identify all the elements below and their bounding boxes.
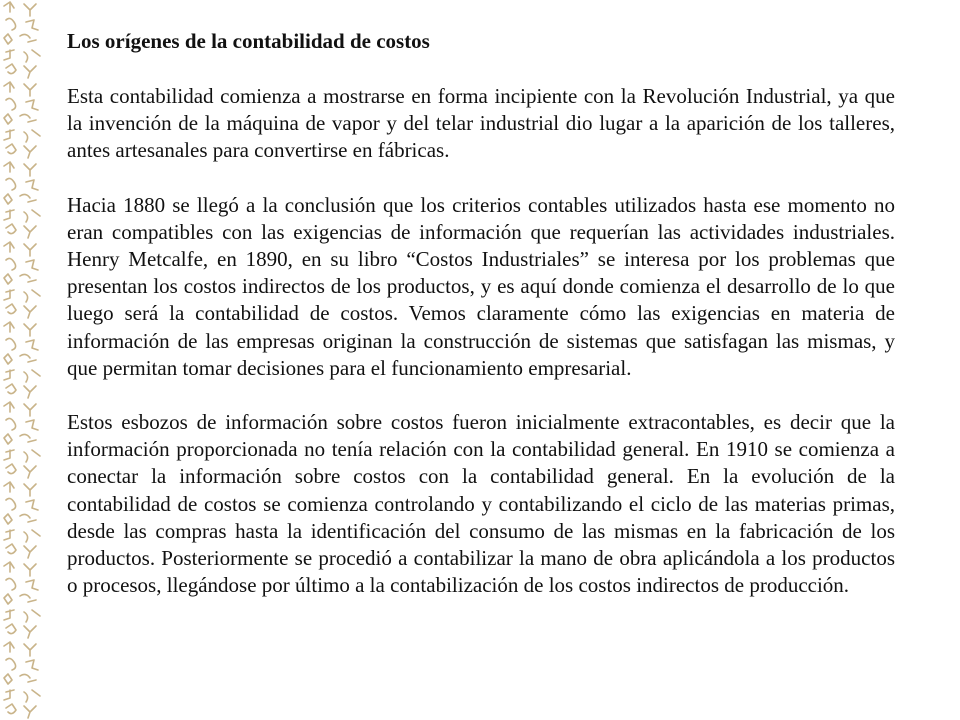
decorative-border bbox=[0, 0, 46, 720]
paragraph-esbozos-informacion: Estos esbozos de información sobre costos fueron inicialmente extracontables, es decir que la información proporcionada no tenía relación con la contabilidad general. En 1910 se comienza a conectar la información sobre costos con la contabilidad general. En la evolución de la contabilidad de costos se comienza controlando y contabilizando el ciclo de las materias primas, desde las compras hasta la identificación del consumo de las mismas en la fabricación de los productos. Posteriormente se procedió a contabilizar la mano de obra aplicándola a los productos o procesos, llegándose por último a la contabilización de los costos indirectos de producción. bbox=[67, 410, 895, 598]
paragraph-revolucion-industrial: Esta contabilidad comienza a mostrarse en forma incipiente con la Revolución Industrial, ya que la invención de la máquina de vapor y del telar industrial dio lugar a la aparición de los talleres, antes artesanales para convertirse en fábricas. bbox=[67, 84, 895, 163]
paragraph-henry-metcalfe: Hacia 1880 se llegó a la conclusión que los criterios contables utilizados hasta ese momento no eran compatibles con las exigencias de información que requerían las actividades industriales. Henry Metcalfe, en 1890, en su libro “Costos Industriales” se interesa por los problemas que presentan los costos indirectos de los productos, y es aquí donde comienza el desarrollo de lo que luego será la contabilidad de costos. Vemos claramente cómo las exigencias en materia de información de las empresas originan la construcción de sistemas que satisfagan las mismas, y que permitan tomar decisiones para el funcionamiento empresarial. bbox=[67, 192, 895, 380]
document-title: Los orígenes de la contabilidad de costos bbox=[67, 29, 430, 53]
glyph-pattern-border bbox=[0, 0, 46, 720]
document-body bbox=[67, 27, 895, 626]
